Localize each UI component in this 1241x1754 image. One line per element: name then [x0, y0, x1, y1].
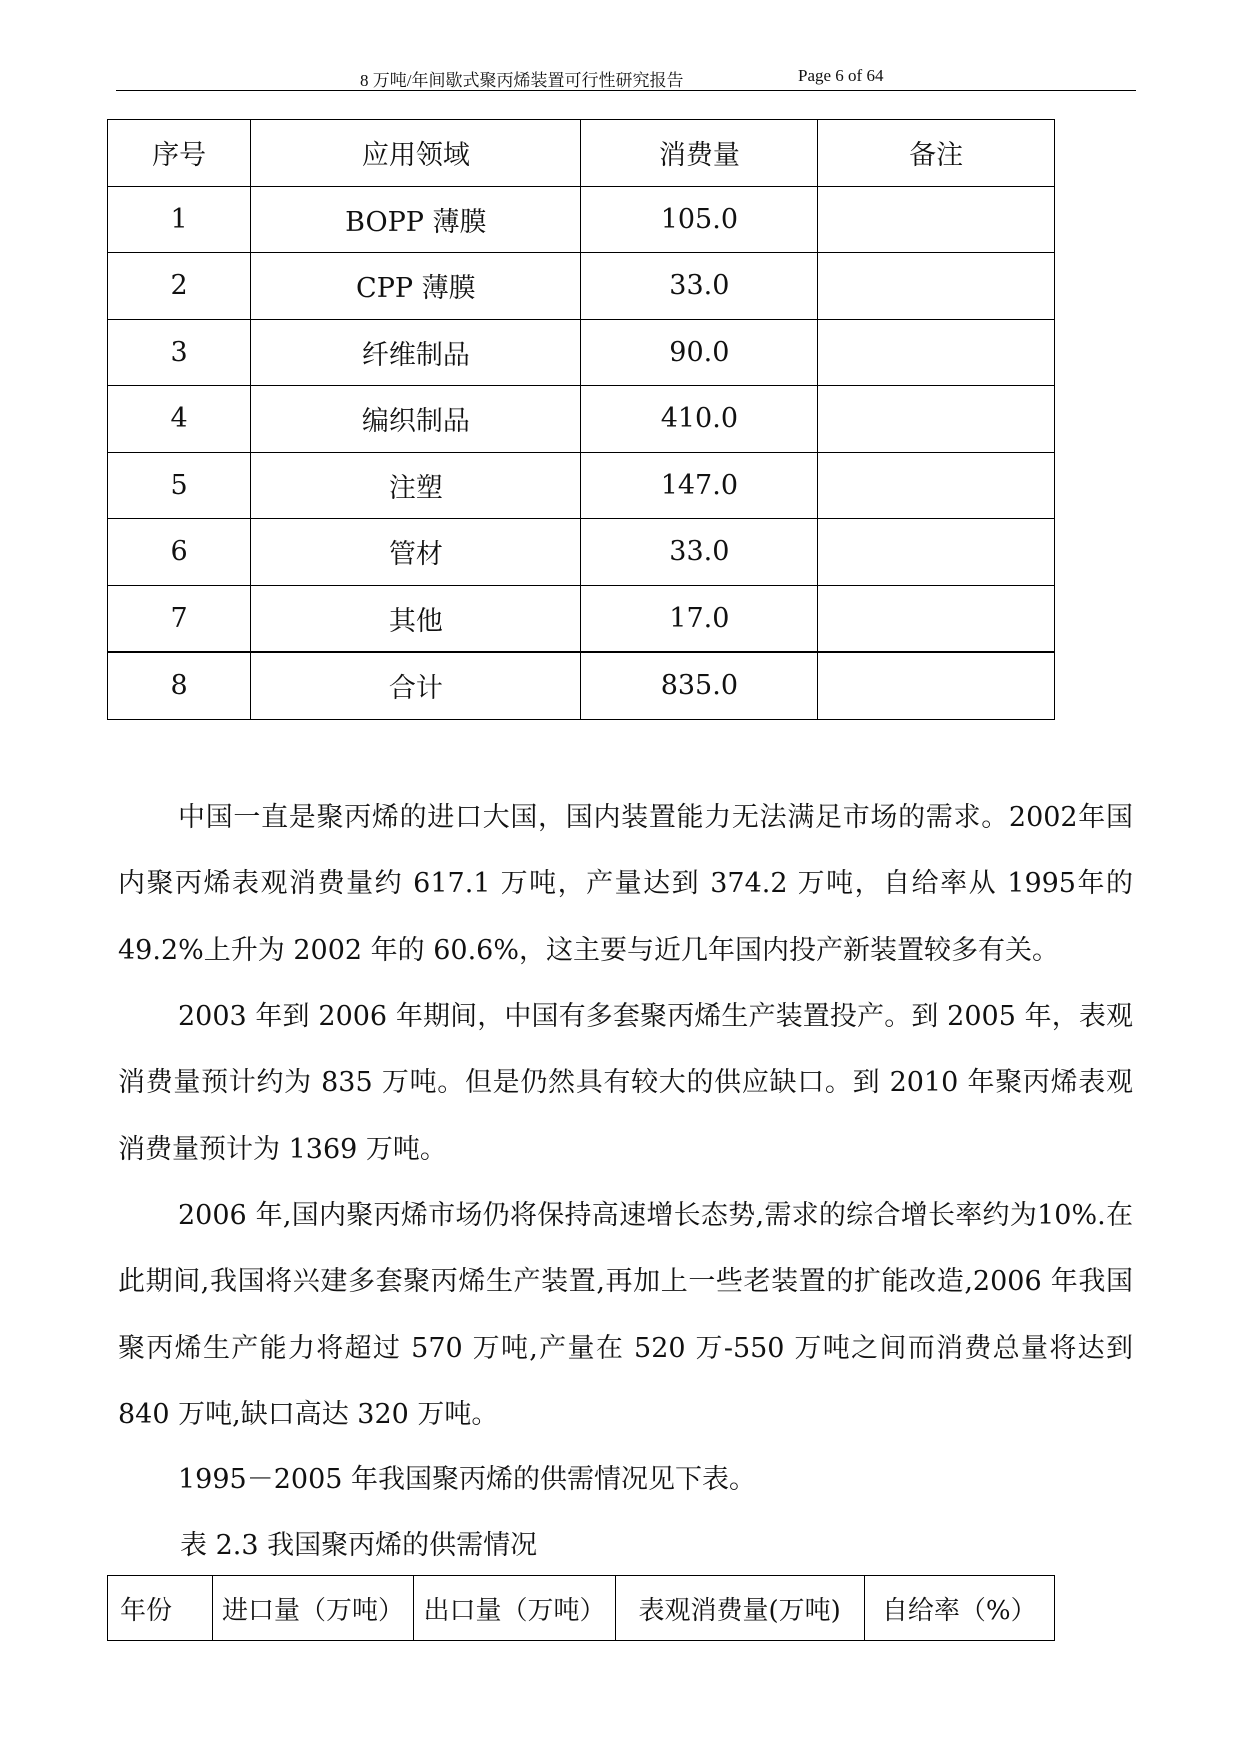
- supply-demand-table: [107, 1575, 1055, 1641]
- consumption-amount: 33.0: [581, 519, 818, 586]
- consumption-amount: 105.0: [581, 186, 818, 253]
- consumption-amount: 90.0: [581, 319, 818, 386]
- table-header-row: [108, 120, 1055, 187]
- row-number: 3: [108, 319, 251, 386]
- table-row: [108, 585, 1055, 652]
- header-cell: 消费量: [581, 120, 818, 187]
- consumption-amount: 410.0: [581, 386, 818, 453]
- consumption-table: [107, 119, 1055, 720]
- header-cell: 自给率（%）: [864, 1576, 1054, 1641]
- header-cell: 应用领域: [251, 120, 581, 187]
- table-caption: 表 2.3 我国聚丙烯的供需情况: [180, 1530, 538, 1561]
- note-cell: [818, 585, 1055, 652]
- application-field: 纤维制品: [251, 319, 581, 386]
- application-field: CPP 薄膜: [251, 253, 581, 320]
- table-header-row: [108, 1576, 1055, 1641]
- row-number: 4: [108, 386, 251, 453]
- note-cell: [818, 186, 1055, 253]
- paragraph-2003-2006: 2003 年到 2006 年期间，中国有多套聚丙烯生产装置投产。到 2005 年，表观消费量预计约为 835 万吨。但是仍然具有较大的供应缺口。到 2010 年聚丙烯表观消费量预计为 1369 万吨。: [118, 1001, 1133, 1165]
- note-cell: [818, 253, 1055, 320]
- application-field: 注塑: [251, 452, 581, 519]
- row-number: 1: [108, 186, 251, 253]
- page-number: Page 6 of 64: [798, 66, 884, 85]
- row-number: 2: [108, 253, 251, 320]
- header-cell: 出口量（万吨）: [414, 1576, 615, 1641]
- row-number: 6: [108, 519, 251, 586]
- header-cell: 表观消费量(万吨): [615, 1576, 864, 1641]
- note-cell: [818, 386, 1055, 453]
- paragraph-import-status: 中国一直是聚丙烯的进口大国，国内装置能力无法满足市场的需求。2002年国内聚丙烯表观消费量约 617.1 万吨，产量达到 374.2 万吨，自给率从 1995年的 49.2%上升为 2002 年的 60.6%，这主要与近几年国内投产新装置较多有关。: [118, 802, 1133, 966]
- application-field: 合计: [251, 652, 581, 719]
- application-field: BOPP 薄膜: [251, 186, 581, 253]
- row-number: 7: [108, 585, 251, 652]
- paragraph-2006-outlook: 2006 年,国内聚丙烯市场仍将保持高速增长态势,需求的综合增长率约为10%.在此期间,我国将兴建多套聚丙烯生产装置,再加上一些老装置的扩能改造,2006 年我国聚丙烯生产能力将超过 570 万吨,产量在 520 万-550 万吨之间而消费总量将达到 840 万吨,缺口高达 320 万吨。: [118, 1200, 1133, 1430]
- table-row-total: [108, 652, 1055, 719]
- report-title: 8 万吨/年间歇式聚丙烯装置可行性研究报告: [360, 71, 684, 90]
- table-row: [108, 253, 1055, 320]
- table-row: [108, 519, 1055, 586]
- row-number: 8: [108, 652, 251, 719]
- row-number: 5: [108, 452, 251, 519]
- table-row: [108, 319, 1055, 386]
- note-cell: [818, 652, 1055, 719]
- consumption-amount: 147.0: [581, 452, 818, 519]
- header-cell: 年份: [108, 1576, 213, 1641]
- page-header: [116, 64, 1136, 91]
- header-cell: 备注: [818, 120, 1055, 187]
- table-row: [108, 186, 1055, 253]
- consumption-amount: 33.0: [581, 253, 818, 320]
- header-cell: 进口量（万吨）: [212, 1576, 413, 1641]
- note-cell: [818, 319, 1055, 386]
- consumption-amount: 17.0: [581, 585, 818, 652]
- paragraph-table-intro: 1995－2005 年我国聚丙烯的供需情况见下表。: [178, 1464, 757, 1495]
- table-row: [108, 386, 1055, 453]
- table-row: [108, 452, 1055, 519]
- consumption-amount: 835.0: [581, 652, 818, 719]
- note-cell: [818, 452, 1055, 519]
- note-cell: [818, 519, 1055, 586]
- application-field: 其他: [251, 585, 581, 652]
- application-field: 管材: [251, 519, 581, 586]
- application-field: 编织制品: [251, 386, 581, 453]
- header-cell: 序号: [108, 120, 251, 187]
